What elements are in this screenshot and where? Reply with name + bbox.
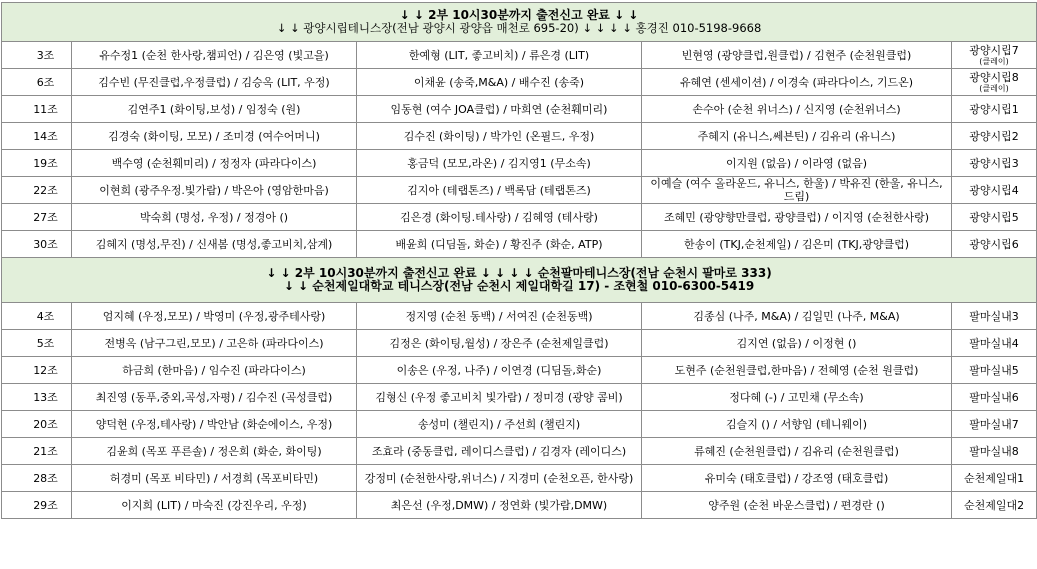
table-row — [2, 384, 1037, 411]
team-b-cell: 최은선 (우정,DMW) / 정연화 (빛가람,DMW) — [357, 492, 642, 519]
court-name: 팔마실내7 — [969, 417, 1019, 431]
court-cell — [952, 330, 1037, 357]
court-name: 광양시립8 — [969, 71, 1019, 84]
team-c-cell: 손수아 (순천 위너스) / 신지영 (순천위너스) — [642, 96, 952, 123]
table-row — [2, 357, 1037, 384]
court-cell — [952, 204, 1037, 231]
group-number-cell: 19조 — [2, 150, 72, 177]
group-number-cell: 21조 — [2, 438, 72, 465]
section1-header-line1: ↓ ↓ 2부 10시30분까지 출전신고 완료 ↓ ↓ — [399, 8, 639, 22]
team-a-cell: 최진영 (동푸,중외,곡성,자평) / 김수진 (곡성클럽) — [72, 384, 357, 411]
court-name: 팔마실내3 — [969, 309, 1019, 323]
court-cell — [952, 123, 1037, 150]
table-row — [2, 303, 1037, 330]
team-c-cell: 빈현영 (광양클럽,원클럽) / 김현주 (순천원클럽) — [642, 42, 952, 69]
team-c-cell: 김지연 (없음) / 이정현 () — [642, 330, 952, 357]
table-row — [2, 438, 1037, 465]
group-number-cell: 28조 — [2, 465, 72, 492]
court-cell — [952, 411, 1037, 438]
table-row — [2, 330, 1037, 357]
team-b-cell: 김수진 (화이팅) / 박가인 (온필드, 우정) — [357, 123, 642, 150]
court-cell — [952, 42, 1037, 69]
team-b-cell: 이송은 (우정, 나주) / 이연경 (디딤돌,화순) — [357, 357, 642, 384]
court-name: 팔마실내6 — [969, 390, 1019, 404]
court-cell — [952, 465, 1037, 492]
bracket-table — [1, 2, 1037, 519]
court-cell — [952, 492, 1037, 519]
team-a-cell: 허경미 (목포 비타민) / 서경희 (목포비타민) — [72, 465, 357, 492]
team-a-cell: 이지희 (LIT) / 마숙진 (강진우리, 우정) — [72, 492, 357, 519]
team-a-cell: 박숙희 (명성, 우정) / 정경아 () — [72, 204, 357, 231]
court-cell — [952, 96, 1037, 123]
court-cell — [952, 177, 1037, 204]
group-number-cell: 6조 — [2, 69, 72, 96]
team-b-cell: 김은경 (화이팅.테사랑) / 김혜영 (테사랑) — [357, 204, 642, 231]
court-name: 광양시립5 — [969, 210, 1019, 224]
team-c-cell: 김종심 (나주, M&A) / 김일민 (나주, M&A) — [642, 303, 952, 330]
team-c-cell: 도현주 (순천원클럽,한마음) / 전혜영 (순천 원클럽) — [642, 357, 952, 384]
team-c-cell: 조혜민 (광양향만클럽, 광양클럽) / 이지영 (순천한사랑) — [642, 204, 952, 231]
table-row — [2, 123, 1037, 150]
team-a-cell: 양덕현 (우정,테사랑) / 박안남 (화순에이스, 우정) — [72, 411, 357, 438]
table-row — [2, 231, 1037, 258]
court-cell — [952, 384, 1037, 411]
court-name: 광양시립7 — [969, 44, 1019, 57]
team-c-cell: 이지원 (없음) / 이라영 (없음) — [642, 150, 952, 177]
group-number-cell: 29조 — [2, 492, 72, 519]
team-b-cell: 김지아 (테랩톤즈) / 백록담 (테랩톤즈) — [357, 177, 642, 204]
team-c-cell: 정다혜 (-) / 고민채 (무소속) — [642, 384, 952, 411]
court-cell — [952, 438, 1037, 465]
court-surface-note: (클레이) — [979, 84, 1009, 93]
court-cell — [952, 150, 1037, 177]
team-c-cell: 김슬지 () / 서향임 (테니웨이) — [642, 411, 952, 438]
team-c-cell: 류혜진 (순천원클럽) / 김유리 (순천원클럽) — [642, 438, 952, 465]
team-b-cell: 김정은 (화이팅,월성) / 장은주 (순천제일클럽) — [357, 330, 642, 357]
team-c-cell: 유미숙 (태호클럽) / 강조영 (태호클럽) — [642, 465, 952, 492]
team-b-cell: 김형신 (우정 좋고비치 빛가람) / 정미경 (광양 콤비) — [357, 384, 642, 411]
team-b-cell: 송성미 (챌린지) / 주선희 (챌린지) — [357, 411, 642, 438]
team-a-cell: 김연주1 (화이팅,보성) / 임정숙 (원) — [72, 96, 357, 123]
court-name: 순천제일대1 — [963, 471, 1025, 485]
section2-header-line1: ↓ ↓ 2부 10시30분까지 출전신고 완료 ↓ ↓ ↓ ↓ 순천팔마테니스장(전남 순천시 팔마로 333) — [266, 266, 772, 280]
team-c-cell: 한송이 (TKJ,순천제일) / 김은미 (TKJ,광양클럽) — [642, 231, 952, 258]
team-a-cell: 김혜지 (명성,무진) / 신새봄 (명성,좋고비치,삼계) — [72, 231, 357, 258]
court-name: 순천제일대2 — [963, 498, 1025, 512]
section2-header-row — [2, 258, 1037, 303]
court-cell — [952, 303, 1037, 330]
group-number-cell: 4조 — [2, 303, 72, 330]
team-a-cell: 김윤희 (목포 푸른솔) / 정은희 (화순, 화이팅) — [72, 438, 357, 465]
court-cell — [952, 231, 1037, 258]
team-c-cell: 주혜지 (유니스,쎄븐틴) / 김유리 (유니스) — [642, 123, 952, 150]
team-a-cell: 엄지혜 (우정,모모) / 박영미 (우정,광주테사랑) — [72, 303, 357, 330]
section1-header-row — [2, 3, 1037, 42]
team-a-cell: 유수정1 (순천 한사랑,챔피언) / 김은영 (빛고을) — [72, 42, 357, 69]
court-name: 팔마실내8 — [969, 444, 1019, 458]
court-name: 광양시립2 — [969, 129, 1019, 143]
court-name: 팔마실내5 — [969, 363, 1019, 377]
team-b-cell: 한예형 (LIT, 좋고비치) / 류은경 (LIT) — [357, 42, 642, 69]
bracket-table-body — [2, 3, 1037, 519]
court-cell — [952, 357, 1037, 384]
table-row — [2, 96, 1037, 123]
section2-header — [2, 258, 1037, 303]
court-name: 광양시립1 — [969, 102, 1019, 116]
court-name: 광양시립4 — [969, 183, 1019, 197]
table-row — [2, 177, 1037, 204]
team-b-cell: 강정미 (순천한사랑,위너스) / 지경미 (순천오픈, 한사랑) — [357, 465, 642, 492]
group-number-cell: 13조 — [2, 384, 72, 411]
table-row — [2, 492, 1037, 519]
team-a-cell: 김수빈 (무진클럽,우정클럽) / 김승옥 (LIT, 우정) — [72, 69, 357, 96]
table-row — [2, 150, 1037, 177]
team-b-cell: 임동현 (여수 JOA클럽) / 마희연 (순천훼미리) — [357, 96, 642, 123]
team-b-cell: 배윤희 (디딤돌, 화순) / 황진주 (화순, ATP) — [357, 231, 642, 258]
court-surface-note: (클레이) — [979, 57, 1009, 66]
team-c-cell: 양주원 (순천 바운스클럽) / 편경란 () — [642, 492, 952, 519]
table-row — [2, 204, 1037, 231]
team-a-cell: 하금희 (한마음) / 임수진 (파라다이스) — [72, 357, 357, 384]
team-a-cell: 백수영 (순천훼미리) / 정정자 (파라다이스) — [72, 150, 357, 177]
table-row — [2, 465, 1037, 492]
court-name: 광양시립6 — [969, 237, 1019, 251]
team-a-cell: 전병옥 (남구그린,모모) / 고은하 (파라다이스) — [72, 330, 357, 357]
group-number-cell: 22조 — [2, 177, 72, 204]
group-number-cell: 14조 — [2, 123, 72, 150]
table-row — [2, 69, 1037, 96]
group-number-cell: 20조 — [2, 411, 72, 438]
team-a-cell: 이현희 (광주우정.빛가람) / 박은아 (영암한마음) — [72, 177, 357, 204]
group-number-cell: 12조 — [2, 357, 72, 384]
court-name: 광양시립3 — [969, 156, 1019, 170]
team-a-cell: 김경숙 (화이팅, 모모) / 조미경 (여수어머니) — [72, 123, 357, 150]
team-b-cell: 홍금덕 (모모,라온) / 김지영1 (무소속) — [357, 150, 642, 177]
group-number-cell: 5조 — [2, 330, 72, 357]
group-number-cell: 11조 — [2, 96, 72, 123]
group-number-cell: 30조 — [2, 231, 72, 258]
group-number-cell: 3조 — [2, 42, 72, 69]
section1-header — [2, 3, 1037, 42]
team-c-cell: 이예슬 (여수 올라운드, 유니스, 한울) / 박유진 (한울, 유니스,드림) — [642, 177, 952, 204]
team-c-cell: 유혜연 (센세이션) / 이경숙 (파라다이스, 기드온) — [642, 69, 952, 96]
table-row — [2, 42, 1037, 69]
table-row — [2, 411, 1037, 438]
team-b-cell: 정지영 (순천 동백) / 서여진 (순천동백) — [357, 303, 642, 330]
court-name: 팔마실내4 — [969, 336, 1019, 350]
section1-header-line2: ↓ ↓ 광양시립테니스장(전남 광양시 광양읍 매천로 695-20) ↓ ↓ ↓ ↓ 홍경진 010-5198-9668 — [276, 21, 762, 35]
court-cell — [952, 69, 1037, 96]
group-number-cell: 27조 — [2, 204, 72, 231]
section2-header-line2: ↓ ↓ 순천제일대학교 테니스장(전남 순천시 제일대학길 17) - 조현철 010-6300-5419 — [283, 279, 755, 293]
team-b-cell: 이채윤 (송죽,M&A) / 배수진 (송죽) — [357, 69, 642, 96]
team-b-cell: 조효라 (중동클럽, 레이디스클럽) / 김경자 (레이디스) — [357, 438, 642, 465]
